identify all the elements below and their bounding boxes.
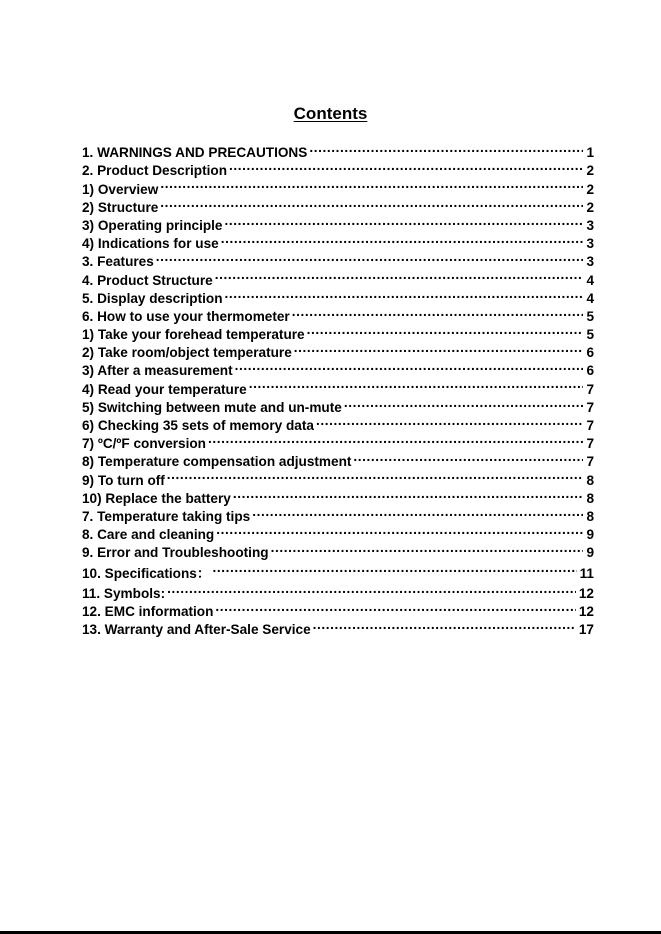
dot-leader <box>212 559 576 577</box>
toc-entry-page-number: 3 <box>586 236 594 252</box>
toc-entry-page-number: 1 <box>586 145 594 161</box>
toc-entry-label: 7) ºC/ºF conversion <box>82 436 206 452</box>
toc-entry-label: 8. Care and cleaning <box>82 527 215 543</box>
dot-leader <box>313 616 576 634</box>
dot-leader <box>316 412 584 430</box>
toc-entry-label: 4) Indications for use <box>82 236 219 252</box>
toc-entry-page-number: 8 <box>586 508 594 524</box>
dot-leader <box>307 321 584 339</box>
toc-entry-page-number: 7 <box>586 436 594 452</box>
toc-entry-page-number: 12 <box>578 603 594 619</box>
toc-entry-page-number: 7 <box>586 454 594 470</box>
toc-entry-label: 2) Structure <box>82 199 159 215</box>
dot-leader <box>344 394 584 412</box>
toc-entry-label: 4) Read your temperature <box>82 381 247 397</box>
dot-leader <box>252 503 583 521</box>
toc-entry-label: 10) Replace the battery <box>82 490 231 506</box>
toc-entry-label: 13. Warranty and After-Sale Service <box>82 622 311 638</box>
toc-entry-page-number: 4 <box>586 290 594 306</box>
toc-entry-label: 4. Product Structure <box>82 272 213 288</box>
toc-entry-page-number: 5 <box>586 308 594 324</box>
toc-entry-label: 1. WARNINGS AND PRECAUTIONS <box>82 145 308 161</box>
toc-entry-label: 5) Switching between mute and un-mute <box>82 399 342 415</box>
toc-entry-page-number: 7 <box>586 399 594 415</box>
dot-leader <box>229 157 583 175</box>
toc-entry-label: 6) Checking 35 sets of memory data <box>82 418 314 433</box>
dot-leader <box>208 430 583 448</box>
toc-entry-page-number: 2 <box>586 163 594 179</box>
toc-entry-label: 12. EMC information <box>82 603 214 619</box>
toc-entry-label: 3) After a measurement <box>82 363 233 379</box>
dot-leader <box>215 266 584 284</box>
toc-entry-page-number: 9 <box>586 527 594 543</box>
toc-entry-label: 9) To turn off <box>82 472 165 488</box>
toc-entry-label: 5. Display description <box>82 290 223 306</box>
toc-entry-page-number: 12 <box>578 585 594 601</box>
toc-entry-page-number: 6 <box>586 363 594 379</box>
toc-entry[interactable] <box>82 266 594 288</box>
dot-leader <box>160 194 583 212</box>
toc-entry-page-number: 7 <box>586 418 594 433</box>
toc-entry-label: 1) Overview <box>82 181 159 197</box>
dot-leader <box>225 285 584 303</box>
dot-leader <box>160 175 583 193</box>
dot-leader <box>292 303 584 321</box>
toc-entry-page-number: 8 <box>586 472 594 488</box>
toc-entry-label: 11. Symbols: <box>82 585 166 601</box>
toc-entry-label: 10. Specifications： <box>82 565 211 581</box>
toc-entry-page-number: 9 <box>586 545 594 561</box>
toc-entry-page-number: 2 <box>586 199 594 215</box>
table-of-contents <box>82 139 594 638</box>
page-title: Contents <box>293 104 368 123</box>
toc-entry-label: 6. How to use your thermometer <box>82 308 290 324</box>
toc-entry[interactable] <box>82 248 594 270</box>
toc-entry-page-number: 2 <box>586 181 594 197</box>
dot-leader <box>235 357 584 375</box>
dot-leader <box>167 466 584 484</box>
dot-leader <box>233 485 584 503</box>
dot-leader <box>294 339 584 357</box>
toc-entry-label: 1) Take your forehead temperature <box>82 327 305 343</box>
toc-entry-page-number: 3 <box>586 254 594 270</box>
toc-entry-page-number: 17 <box>578 622 594 638</box>
toc-entry-label: 8) Temperature compensation adjustment <box>82 454 352 470</box>
dot-leader <box>353 448 583 466</box>
dot-leader <box>309 139 583 157</box>
dot-leader <box>156 248 584 266</box>
dot-leader <box>271 539 584 557</box>
dot-leader <box>216 521 583 539</box>
toc-entry-label: 2) Take room/object temperature <box>82 345 292 361</box>
toc-entry-label: 2. Product Description <box>82 163 228 179</box>
toc-entry-label: 3. Features <box>82 254 154 270</box>
dot-leader <box>225 212 584 230</box>
toc-entry[interactable] <box>82 139 594 161</box>
toc-entry-page-number: 4 <box>586 272 594 288</box>
toc-entry-page-number: 5 <box>586 327 594 343</box>
dot-leader <box>221 230 584 248</box>
toc-entry-page-number: 7 <box>586 381 594 397</box>
toc-entry-label: 7. Temperature taking tips <box>82 508 251 524</box>
toc-entry-label: 3) Operating principle <box>82 217 223 233</box>
toc-entry-page-number: 8 <box>586 490 594 506</box>
toc-entry-page-number: 3 <box>586 217 594 233</box>
dot-leader <box>249 375 584 393</box>
dot-leader <box>167 580 576 598</box>
toc-entry-label: 9. Error and Troubleshooting <box>82 545 269 561</box>
toc-entry-page-number: 6 <box>586 345 594 361</box>
toc-entry-page-number: 11 <box>579 565 594 581</box>
dot-leader <box>215 598 575 616</box>
